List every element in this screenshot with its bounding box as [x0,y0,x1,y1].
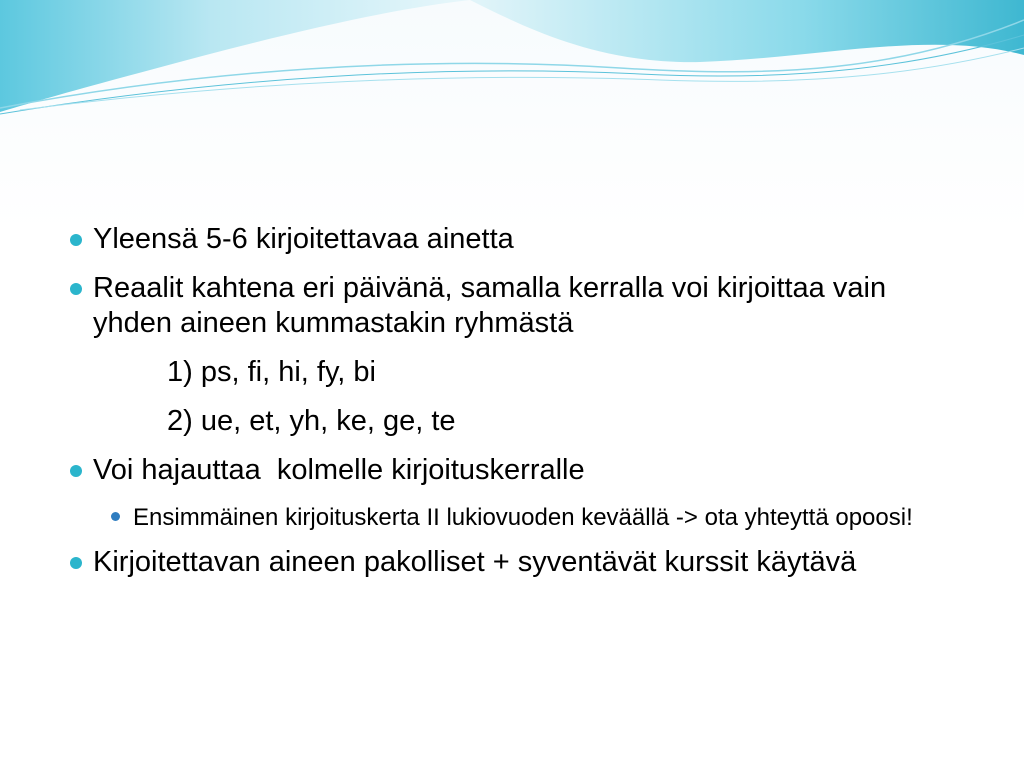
subject-group-2 [62,404,962,439]
bullet-icon [70,283,82,295]
slide-body [62,222,962,594]
bullet-text: Yleensä 5-6 kirjoitettavaa ainetta [93,223,514,255]
subject-group-1 [62,355,962,390]
decorative-wave-header [0,0,1024,130]
bullet-text: Kirjoitettavan aineen pakolliset + syventävät kurssit käytävä [93,546,857,578]
bullet-item [62,222,962,257]
sub-bullet-text: Ensimmäinen kirjoituskerta II lukiovuoden keväällä -> ota yhteyttä opoosi! [133,504,913,531]
bullet-item [62,453,962,488]
bullet-item [62,271,962,341]
subject-group-text: 1) ps, fi, hi, fy, bi [167,356,376,388]
wave-shape-right [470,0,1024,62]
sub-bullet-icon [111,512,120,521]
bullet-icon [70,234,82,246]
bullet-icon [70,557,82,569]
bullet-text: Reaalit kahtena eri päivänä, samalla kerralla voi kirjoittaa vain yhden aineen kummastakin ryhmästä [93,272,887,339]
bullet-item [62,545,962,580]
subject-group-text: 2) ue, et, yh, ke, ge, te [167,405,456,437]
sub-bullet-item [62,502,953,533]
bullet-icon [70,465,82,477]
bullet-text: Voi hajauttaa kolmelle kirjoituskerralle [93,454,585,486]
